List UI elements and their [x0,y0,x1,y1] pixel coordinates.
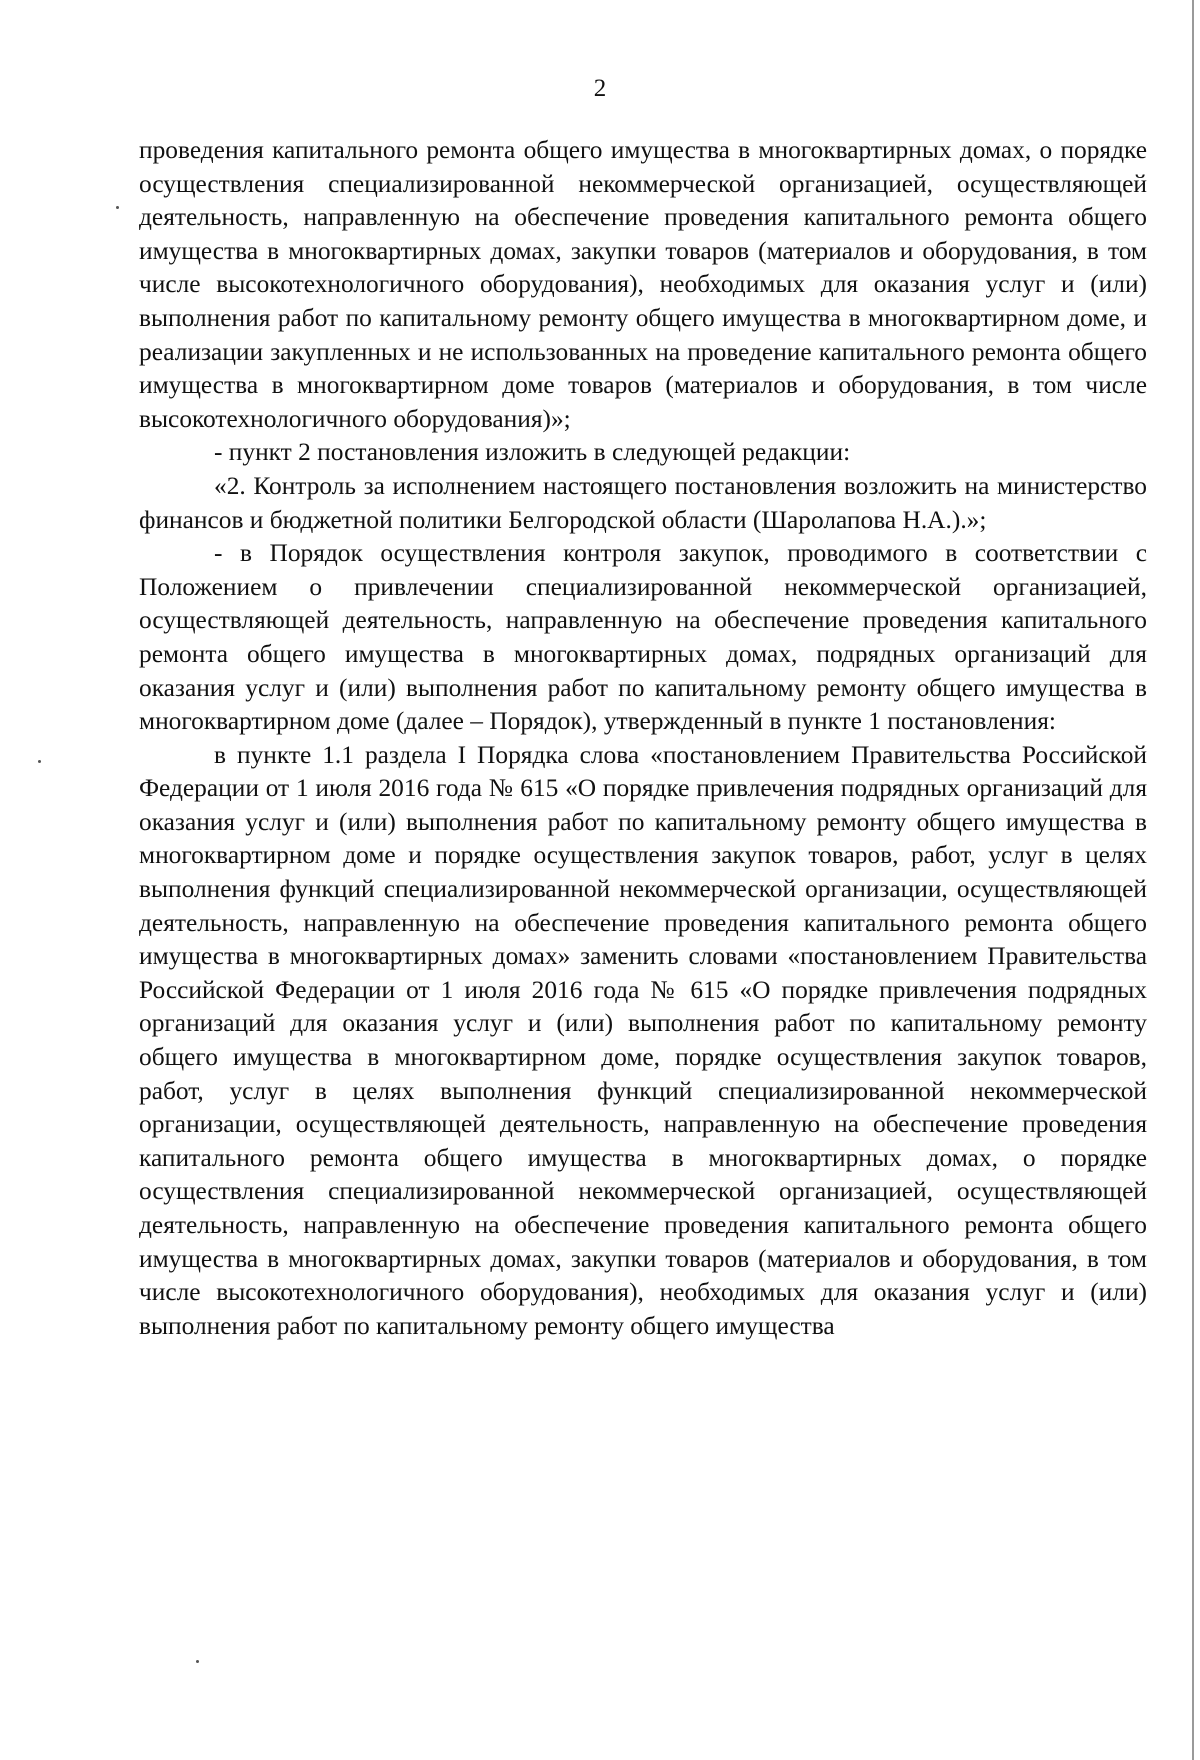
page-number: 2 [593,75,607,102]
paragraph-item-2-heading: - пункт 2 постановления изложить в следующей редакции: [214,438,851,467]
scan-speck [196,1660,199,1663]
paragraph-item-2-text: «2. Контроль за исполнением настоящего постановления возложить на министерство финансов и бюджетной политики Белгородской области (Шаролапова Н.А.).»; [139,471,1147,534]
scan-speck [38,760,41,763]
paragraph-section-1-1: в пункте 1.1 раздела I Порядка слова «постановлением Правительства Российской Федерации от 1 июля 2016 года № 615 «О порядке привлечения подрядных организаций для оказания услуг и (или) выполнения работ по капитальному ремонту общего имущества в многоквартирном доме и порядке осуществления закупок товаров, работ, услуг в целях выполнения функций специализированной некоммерческой организации, осуществляющей деятельность, направленную на обеспечение проведения капитального ремонта общего имущества в многоквартирных домах» заменить словами «постановлением Правительства Российской Федерации от 1 июля 2016 года № 615 «О порядке привлечения подрядных организаций для оказания услуг и (или) выполнения работ по капитальному ремонту общего имущества в многоквартирном доме, порядке осуществления закупок товаров, работ, услуг в целях выполнения функций специализированной некоммерческой организации, осуществляющей деятельность, направленную на обеспечение проведения капитального ремонта общего имущества в многоквартирных домах, о порядке осуществления специализированной некоммерческой организацией, осуществляющей деятельность, направленную на обеспечение проведения капитального ремонта общего имущества в многоквартирных домах, закупки товаров (материалов и оборудования, в том числе высокотехнологичного оборудования), необходимых для оказания услуг и (или) выполнения работ по капитальному ремонту общего имущества [139,740,1147,1340]
document-body [139,134,1147,1343]
paragraph-procedure-amendment: - в Порядок осуществления контроля закупок, проводимого в соответствии с Положением о привлечении специализированной некоммерческой организацией, осуществляющей деятельность, направленную на обеспечение проведения капитального ремонта общего имущества в многоквартирных домах, подрядных организаций для оказания услуг и (или) выполнения работ по капитальному ремонту общего имущества в многоквартирном доме (далее – Порядок), утвержденный в пункте 1 постановления: [139,539,1147,736]
scan-speck [116,206,119,209]
paragraph-continuation: проведения капитального ремонта общего имущества в многоквартирных домах, о порядке осуществления специализированной некоммерческой организацией, осуществляющей деятельность, направленную на обеспечение проведения капитального ремонта общего имущества в многоквартирных домах, закупки товаров (материалов и оборудования, в том числе высокотехнологичного оборудования), необходимых для оказания услуг и (или) выполнения работ по капитальному ремонту общего имущества в многоквартирном доме, и реализации закупленных и не использованных на проведение капитального ремонта общего имущества в многоквартирном доме товаров (материалов и оборудования, в том числе высокотехнологичного оборудования)»; [139,136,1147,433]
page-edge-shadow [1192,0,1194,1760]
